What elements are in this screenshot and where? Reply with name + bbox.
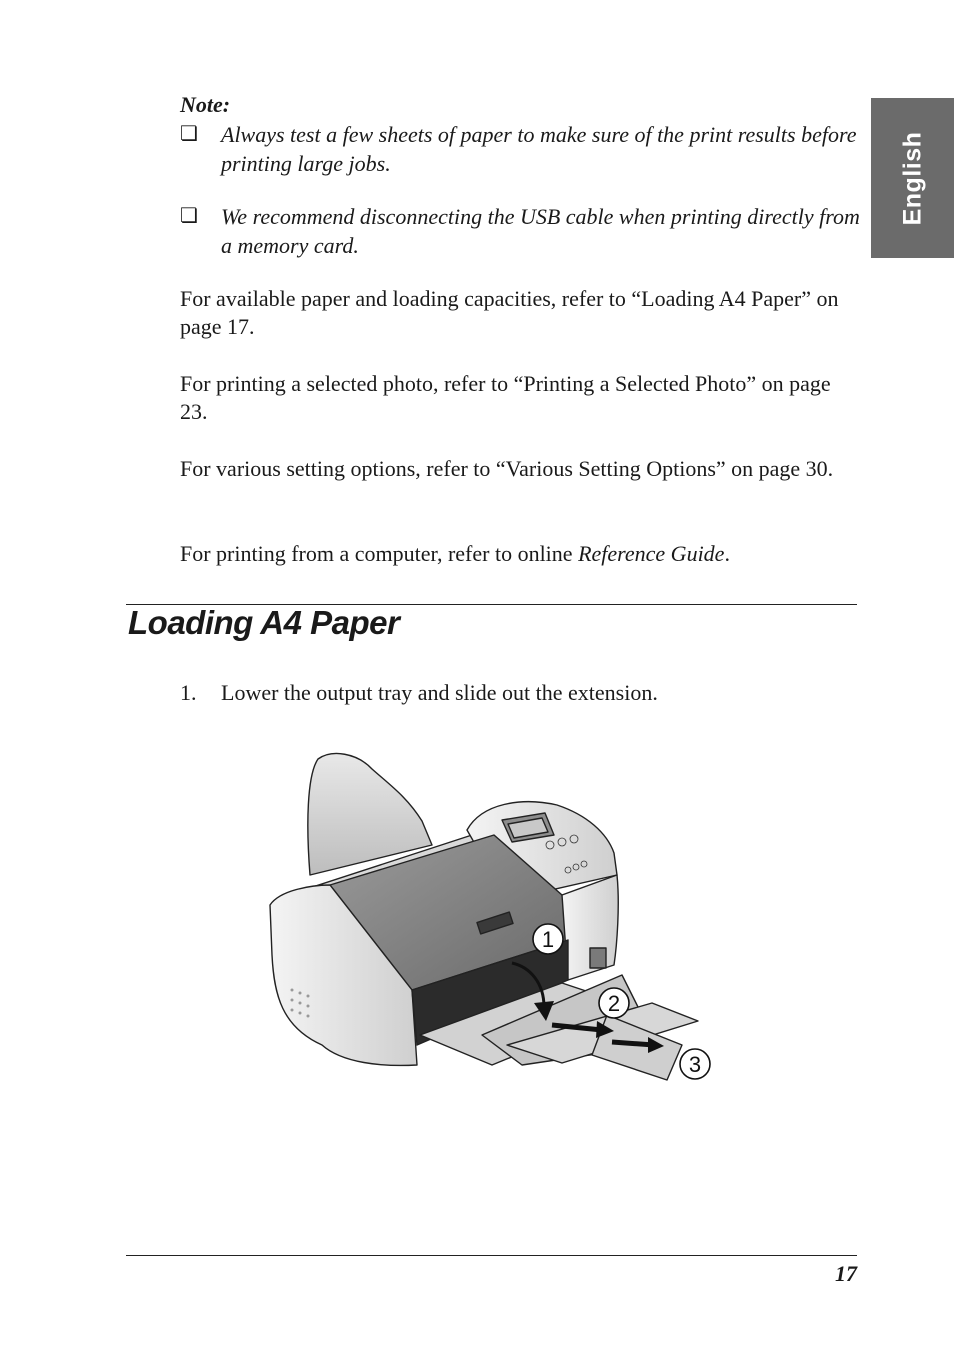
step-text: Lower the output tray and slide out the extension.: [221, 680, 658, 705]
callout-1-label: 1: [541, 927, 555, 952]
note-item: We recommend disconnecting the USB cable when printing directly from a memory card.: [221, 204, 860, 258]
reference-text-end: .: [724, 541, 730, 566]
reference-text: For printing from a computer, refer to online: [180, 541, 579, 566]
checkbox-bullet-icon: ❏: [180, 205, 198, 227]
section-heading: Loading A4 Paper: [128, 604, 400, 641]
callout-2: [599, 988, 629, 1018]
language-tab: [871, 98, 954, 258]
callout-1: [533, 924, 563, 954]
note-item: Always test a few sheets of paper to make sure of the print results before printing large jobs.: [221, 122, 857, 176]
printer-illustration: [262, 745, 714, 1090]
language-tab-label: English: [898, 131, 927, 225]
reference-paragraph: For various setting options, refer to “Various Setting Options” on page 30.: [180, 456, 834, 481]
callout-3: [680, 1049, 710, 1079]
page-number: 17: [835, 1261, 857, 1286]
note-label: Note:: [180, 92, 231, 117]
footer-rule: [126, 1255, 857, 1256]
reference-guide-title: Reference Guide: [578, 541, 725, 566]
reference-paragraph: For printing a selected photo, refer to “Printing a Selected Photo” on page 23.: [180, 371, 831, 424]
callout-3-label: 3: [688, 1052, 702, 1077]
callout-2-label: 2: [607, 991, 621, 1016]
step-number: 1.: [180, 680, 197, 705]
checkbox-bullet-icon: ❏: [180, 123, 198, 145]
reference-paragraph: For available paper and loading capacities, refer to “Loading A4 Paper” on page 17.: [180, 286, 839, 339]
reference-paragraph: [180, 540, 860, 568]
